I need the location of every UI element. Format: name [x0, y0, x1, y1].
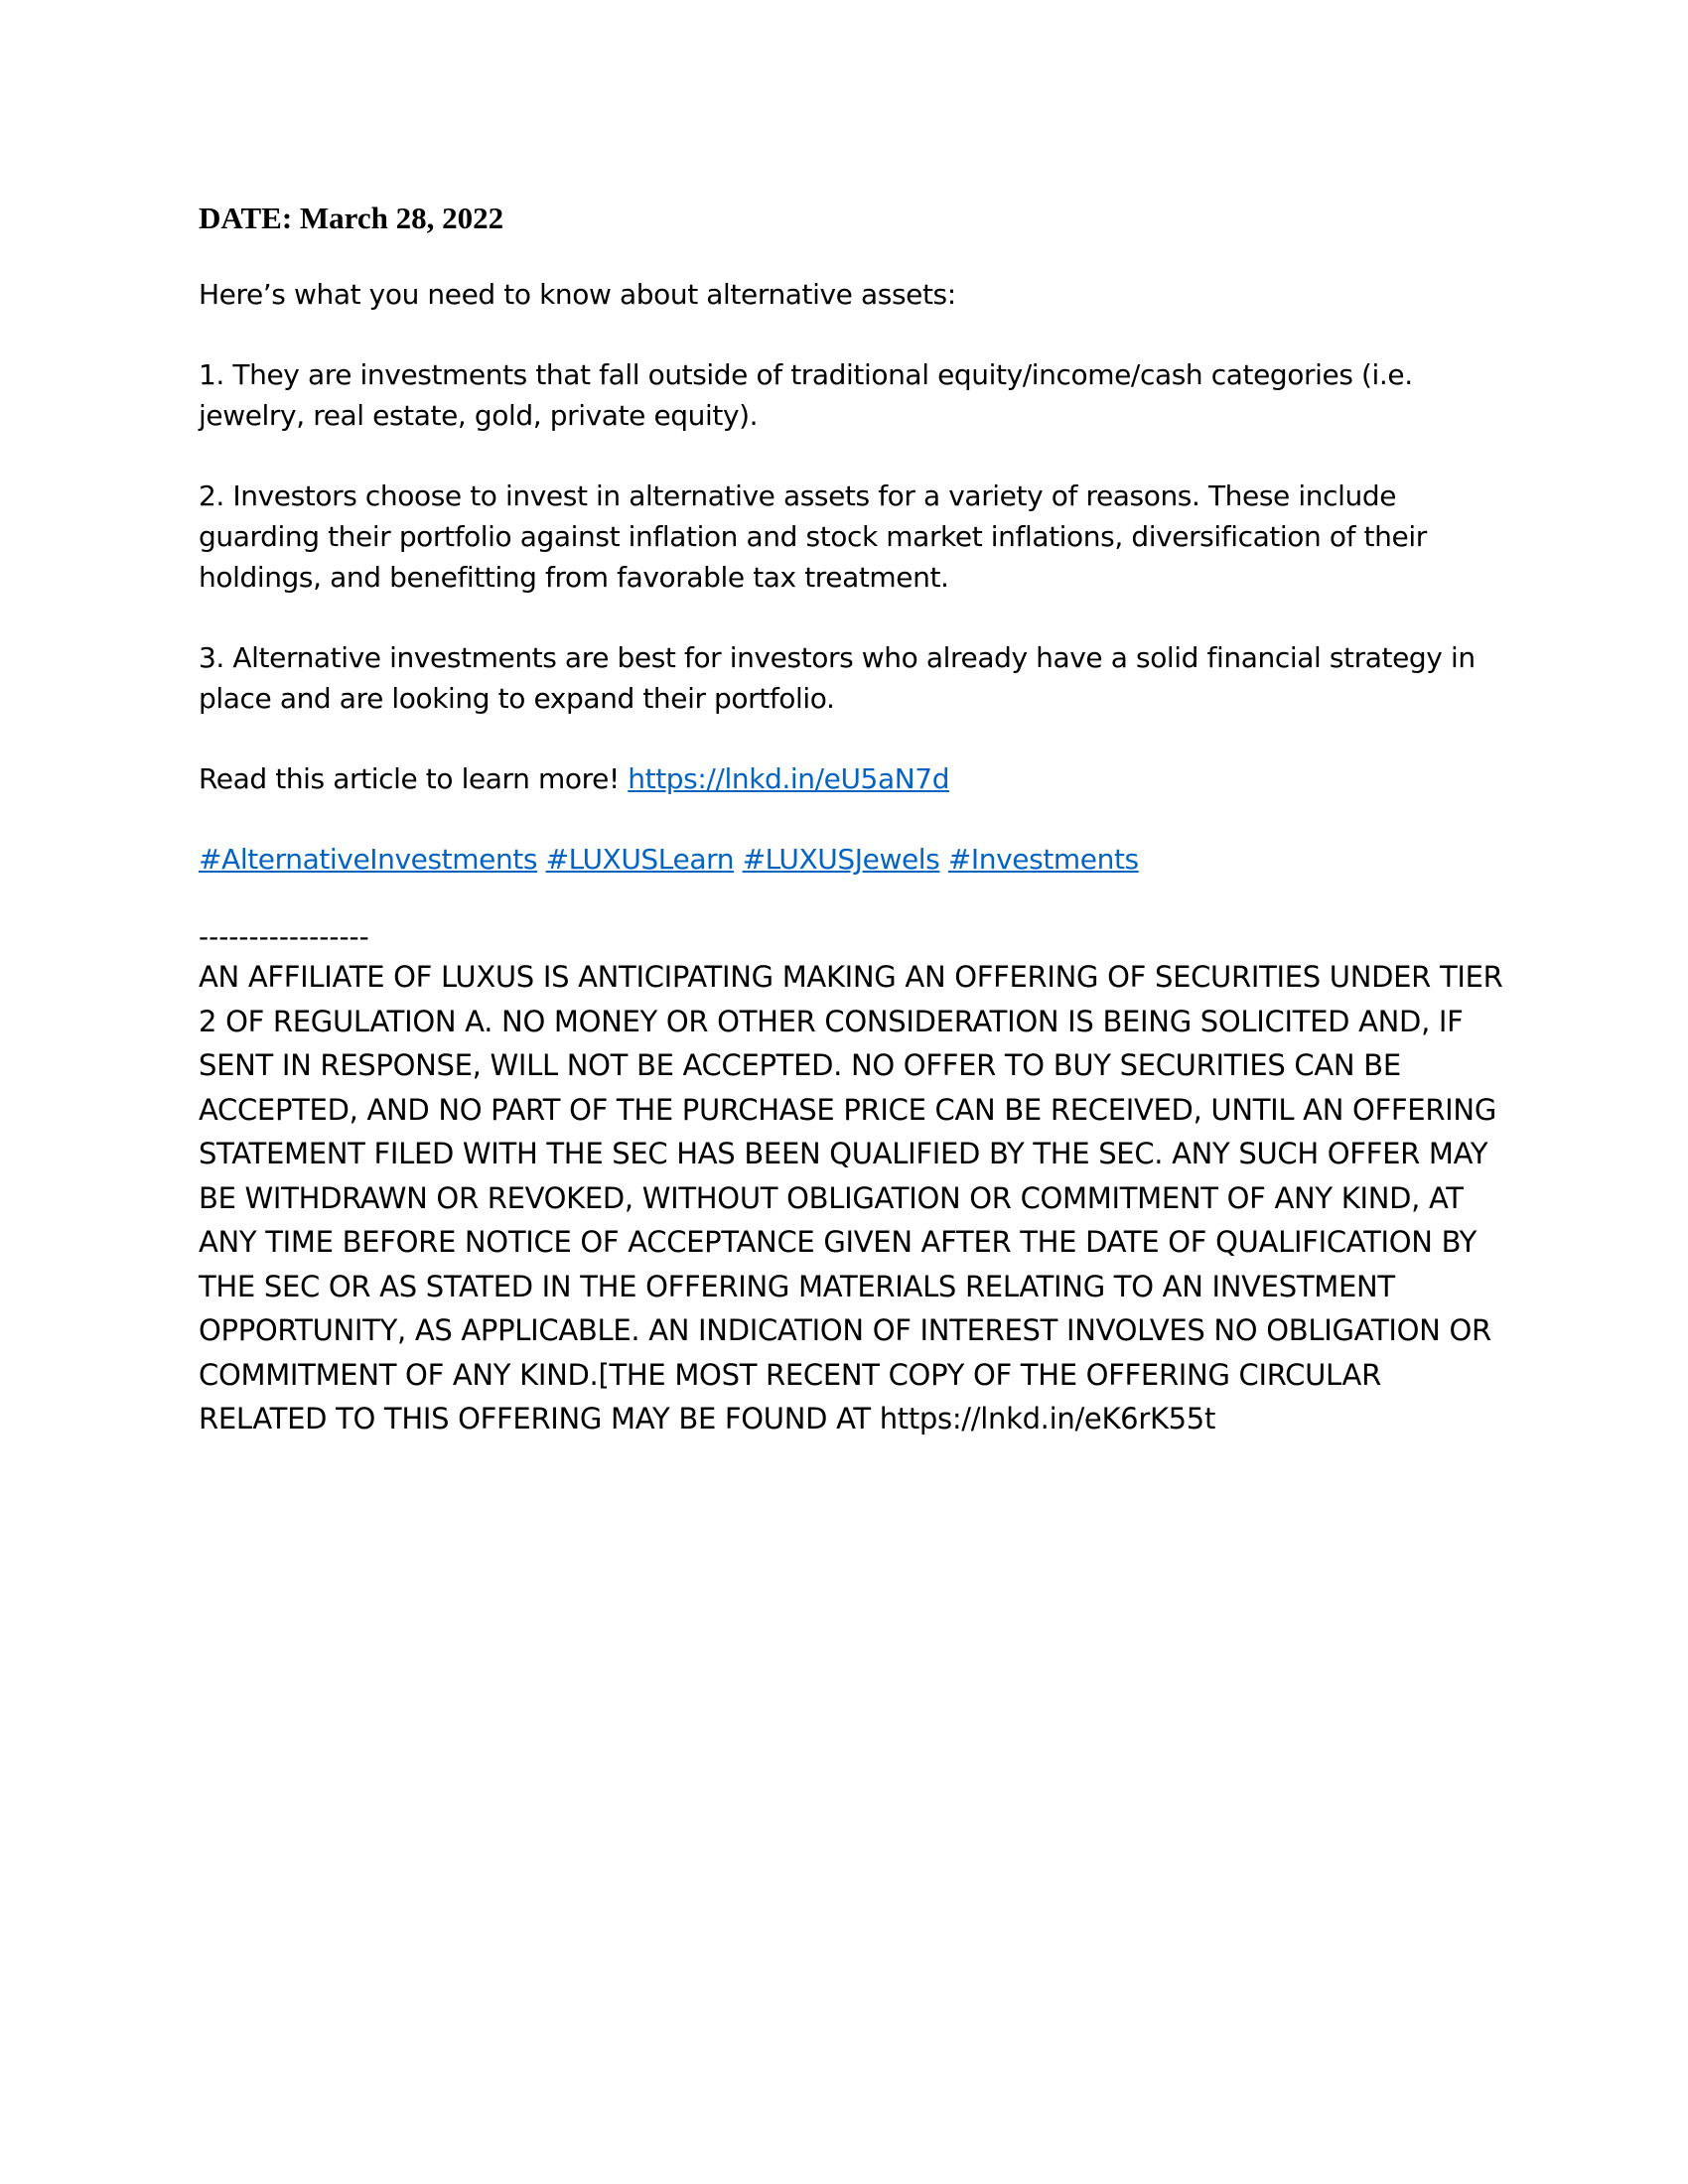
divider-line: -----------------: [199, 920, 369, 953]
hashtag-alternative-investments[interactable]: #AlternativeInvestments: [199, 843, 538, 876]
read-more-line: [199, 758, 1509, 799]
intro-text: Here’s what you need to know about alternative assets:: [199, 278, 956, 311]
point-2: 2. Investors choose to invest in alternative assets for a variety of reasons. These include guarding their portfolio against inflation and stock market inflations, diversification of their holdings, and benefitting from favorable tax treatment.: [199, 479, 1427, 594]
date-heading: DATE: March 28, 2022: [199, 201, 504, 235]
document-page: [199, 199, 1509, 1441]
legal-disclaimer: AN AFFILIATE OF LUXUS IS ANTICIPATING MAKING AN OFFERING OF SECURITIES UNDER TIER 2 OF REGULATION A. NO MONEY OR OTHER CONSIDERATION IS BEING SOLICITED AND, IF SENT IN RESPONSE, WILL NOT BE ACCEPTED. NO OFFER TO BUY SECURITIES CAN BE ACCEPTED, AND NO PART OF THE PURCHASE PRICE CAN BE RECEIVED, UNTIL AN OFFERING STATEMENT FILED WITH THE SEC HAS BEEN QUALIFIED BY THE SEC. ANY SUCH OFFER MAY BE WITHDRAWN OR REVOKED, WITHOUT OBLIGATION OR COMMITMENT OF ANY KIND, AT ANY TIME BEFORE NOTICE OF ACCEPTANCE GIVEN AFTER THE DATE OF QUALIFICATION BY THE SEC OR AS STATED IN THE OFFERING MATERIALS RELATING TO AN INVESTMENT OPPORTUNITY, AS APPLICABLE. AN INDICATION OF INTEREST INVOLVES NO OBLIGATION OR COMMITMENT OF ANY KIND.[THE MOST RECENT COPY OF THE OFFERING CIRCULAR RELATED TO THIS OFFERING MAY BE FOUND AT https://lnkd.in/eK6rK55t: [199, 960, 1503, 1435]
read-more-text: Read this article to learn more!: [199, 762, 620, 795]
hashtag-luxus-jewels[interactable]: #LUXUSJewels: [742, 843, 940, 876]
hashtag-row: [199, 839, 1509, 880]
post-body: [199, 274, 1509, 880]
point-3: 3. Alternative investments are best for investors who already have a solid financial strategy in place and are looking to expand their portfolio.: [199, 641, 1476, 715]
hashtag-investments[interactable]: #Investments: [947, 843, 1139, 876]
article-link[interactable]: https://lnkd.in/eU5aN7d: [628, 762, 950, 795]
point-1: 1. They are investments that fall outside of traditional equity/income/cash categories (i.e. jewelry, real estate, gold, private equity).: [199, 358, 1413, 432]
hashtag-luxus-learn[interactable]: #LUXUSLearn: [545, 843, 735, 876]
